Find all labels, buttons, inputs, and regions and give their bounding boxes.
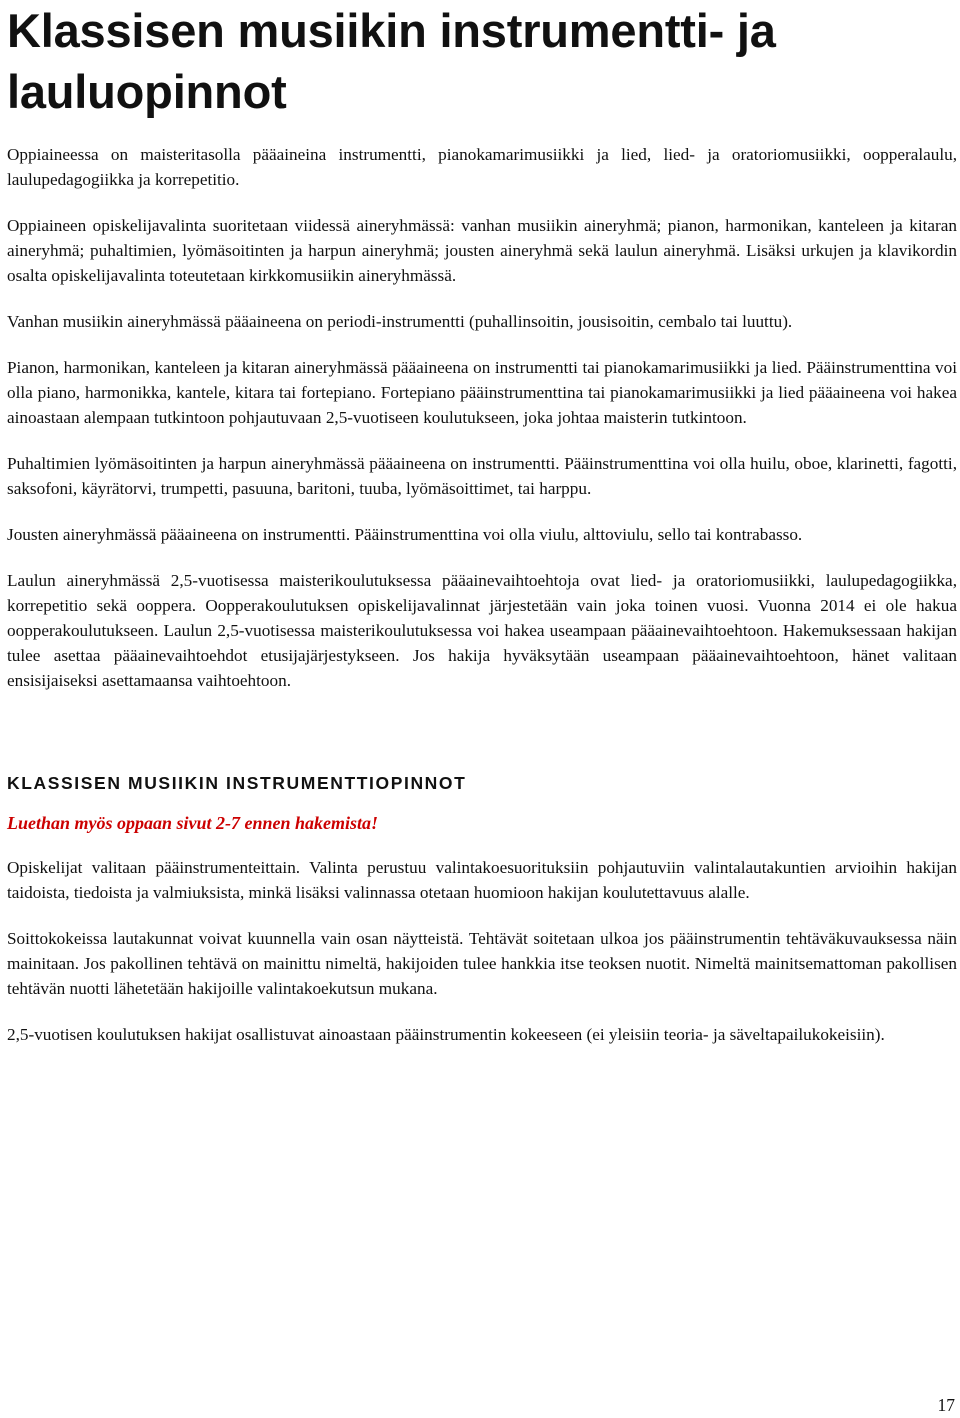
page-number: 17 xyxy=(937,1395,955,1415)
paragraph-intro-5: Puhaltimien lyömäsoitinten ja harpun aineryhmässä pääaineena on instrumentti. Pääinstrumenttina voi olla huilu, oboe, klarinetti, fagotti, saksofoni, käyrätorvi, trumpetti, pasuuna, baritoni, tuuba, lyömäsoittimet, tai harppu. xyxy=(7,454,957,498)
reading-note: Luethan myös oppaan sivut 2-7 ennen hakemista! xyxy=(7,813,379,833)
paragraph-intro-3: Vanhan musiikin aineryhmässä pääaineena on periodi-instrumentti (puhallinsoitin, jousisoitin, cembalo tai luuttu). xyxy=(7,312,793,331)
section-heading: KLASSISEN MUSIIKIN INSTRUMENTTIOPINNOT xyxy=(7,773,467,793)
paragraph-section-3: 2,5-vuotisen koulutuksen hakijat osallistuvat ainoastaan pääinstrumentin kokeeseen (ei yleisiin teoria- ja säveltapailukokeisiin). xyxy=(7,1025,885,1044)
paragraph-intro-2: Oppiaineen opiskelijavalinta suoritetaan viidessä aineryhmässä: vanhan musiikin aineryhmä; pianon, harmonikan, kanteleen ja kitaran aineryhmä; puhaltimien, lyömäsoitinten ja harpun aineryhmä; jousten aineryhmä sekä laulun aineryhmä. Lisäksi urkujen ja klavikordin osalta opiskelijavalinta toteutetaan kirkkomusiikin aineryhmässä. xyxy=(7,216,957,285)
paragraph-intro-1: Oppiaineessa on maisteritasolla pääaineina instrumentti, pianokamarimusiikki ja lied, lied- ja oratoriomusiikki, oopperalaulu, laulupedagogiikka ja korrepetitio. xyxy=(7,145,957,189)
document-page xyxy=(7,0,957,1047)
paragraph-intro-4: Pianon, harmonikan, kanteleen ja kitaran aineryhmässä pääaineena on instrumentti tai pianokamarimusiikki ja lied. Pääinstrumenttina voi olla piano, harmonikka, kantele, kitara tai fortepiano. Fortepiano pääinstrumenttina tai pianokamarimusiikki ja lied pääaineena voi hakea ainoastaan alempaan tutkintoon pohjautuvaan 2,5-vuotiseen koulutukseen, joka johtaa maisterin tutkintoon. xyxy=(7,358,957,427)
paragraph-section-1: Opiskelijat valitaan pääinstrumenteittain. Valinta perustuu valintakoesuorituksiin pohjautuviin valintalautakuntien arvioihin hakijan taidoista, tiedoista ja valmiuksista, minkä lisäksi valinnassa otetaan huomioon hakijan koulutettavuus alalle. xyxy=(7,858,957,902)
paragraph-intro-7: Laulun aineryhmässä 2,5-vuotisessa maisterikoulutuksessa pääainevaihtoehtoja ovat lied- ja oratoriomusiikki, laulupedagogiikka, korrepetitio sekä ooppera. Oopperakoulutuksen opiskelijavalinnat järjestetään vain joka toinen vuosi. Vuonna 2014 ei ole hakua oopperakoulutukseen. Laulun 2,5-vuotisessa maisterikoulutuksessa voi hakea useampaan pääainevaihtoehtoon. Hakemuksessaan hakijan tulee asettaa pääainevaihtoehdot etusijajärjestykseen. Jos hakija hyväksytään useampaan pääainevaihtoehtoon, hänet valitaan ensisijaiseksi asettamaansa vaihtoehtoon. xyxy=(7,571,957,690)
paragraph-intro-6: Jousten aineryhmässä pääaineena on instrumentti. Pääinstrumenttina voi olla viulu, alttoviulu, sello tai kontrabasso. xyxy=(7,525,803,544)
paragraph-section-2: Soittokokeissa lautakunnat voivat kuunnella vain osan näytteistä. Tehtävät soitetaan ulkoa jos pääinstrumentin tehtäväkuvauksessa näin mainitaan. Jos pakollinen tehtävä on mainittu nimeltä, hakijoiden tulee hankkia itse teoksen nuotit. Nimeltä mainitsemattoman pakollisen tehtävän nuotti lähetetään hakijoille valintakoekutsun mukana. xyxy=(7,929,957,998)
page-title: Klassisen musiikin instrumentti- ja lauluopinnot xyxy=(7,4,776,118)
